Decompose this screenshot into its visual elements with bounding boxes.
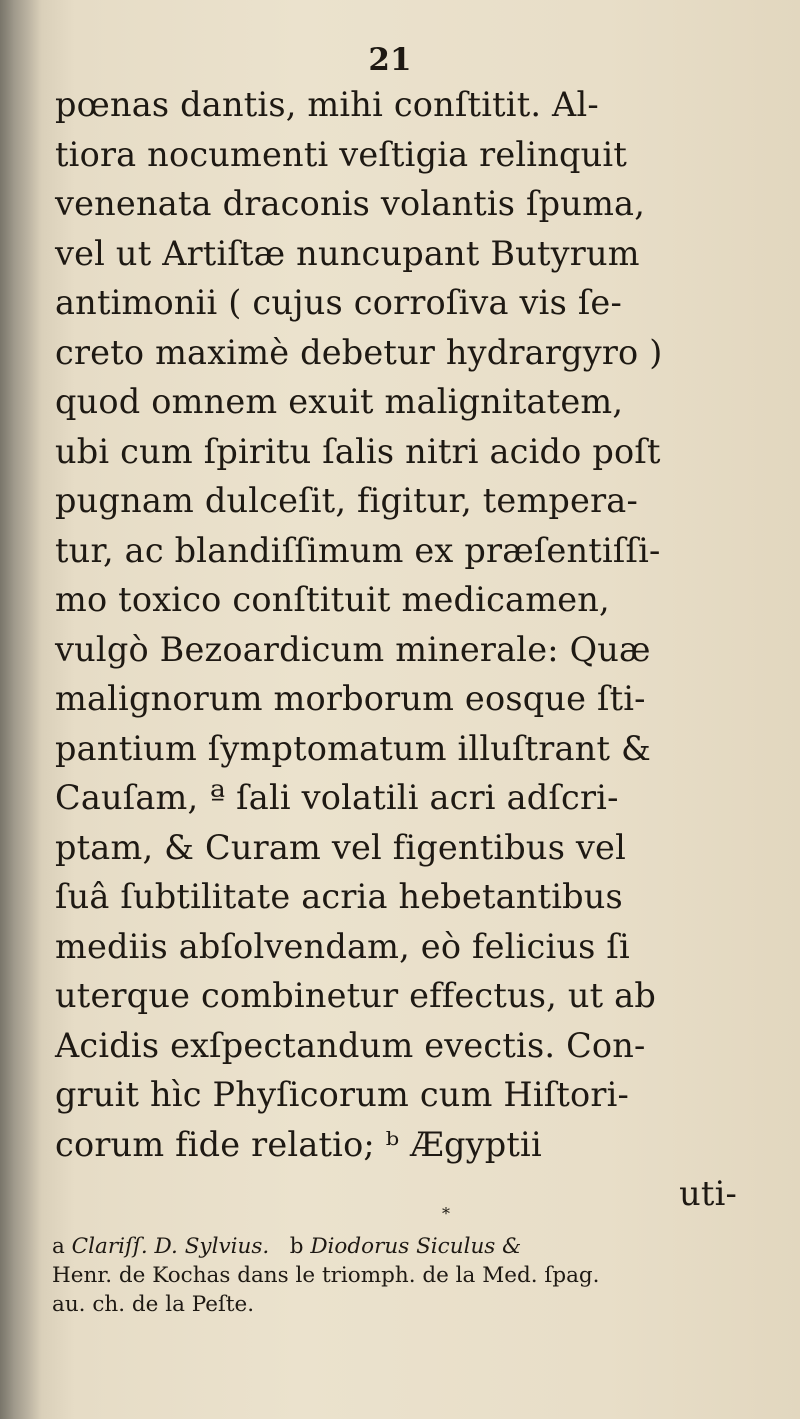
binding-gutter-shadow <box>0 0 42 1419</box>
text-line: mo toxico conſtituit medicamen, <box>55 580 610 619</box>
text-line: antimonii ( cujus corroſiva vis ſe- <box>55 283 622 322</box>
text-line: pœnas dantis, mihi conſtitit. Al- <box>55 85 599 124</box>
footnote-b-marker: b <box>289 1234 304 1259</box>
text-line: venenata draconis volantis ſpuma, <box>55 184 646 223</box>
text-line: pugnam dulceſit, figitur, tempera- <box>55 481 638 520</box>
text-line: corum fide relatio; ᵇ Ægyptii <box>55 1124 542 1164</box>
text-line: ſuâ ſubtilitate acria hebetantibus <box>55 877 623 916</box>
text-line: vel ut Artiſtæ nuncupant Butyrum <box>55 233 640 273</box>
text-line: malignorum morborum eosque ſti- <box>55 679 646 718</box>
footnote-b-text: Diodorus Siculus <box>310 1234 496 1259</box>
text-line: ptam, & Curam vel figentibus vel <box>55 827 626 867</box>
text-line: uterque combinetur effectus, ut ab <box>55 976 656 1015</box>
text-line: quod omnem exuit malignitatem, <box>55 382 624 421</box>
main-text-block <box>55 80 755 1219</box>
catchword: uti- <box>679 1174 737 1213</box>
footnote-a-text: Clariſſ. D. Sylvius. <box>71 1234 270 1259</box>
text-line: tiora nocumenti veſtigia relinquit <box>55 134 627 174</box>
text-line: ubi cum ſpiritu ſalis nitri acido poſt <box>55 431 661 471</box>
page-number: 21 <box>368 42 412 78</box>
text-line: gruit hìc Phyſicorum cum Hiſtori- <box>55 1075 630 1114</box>
text-line: Cauſam, ª ſali volatili acri adſcri- <box>55 778 619 817</box>
text-line: creto maximè debetur hydrargyro ) <box>55 332 663 372</box>
footnote-separator-mark: * <box>442 1204 450 1223</box>
footnotes <box>52 1232 762 1319</box>
text-line: tur, ac blandiſſimum ex præſentiſſi- <box>55 530 661 570</box>
footnote-line: Henr. de Kochas dans le triomph. de la Med. ſpag. <box>52 1263 600 1288</box>
text-line: vulgò Bezoardicum minerale: Quæ <box>55 629 651 669</box>
text-line: pantium ſymptomatum illuſtrant & <box>55 728 651 768</box>
footnote-a-marker: a <box>52 1234 65 1259</box>
text-line: mediis abſolvendam, eò felicius ſi <box>55 926 630 966</box>
footnote-line <box>52 1232 762 1261</box>
footnote-line: au. ch. de la Peſte. <box>52 1292 255 1317</box>
footnote-b-ampersand: & <box>502 1234 522 1259</box>
text-line: Acidis exſpectandum evectis. Con- <box>55 1025 646 1065</box>
